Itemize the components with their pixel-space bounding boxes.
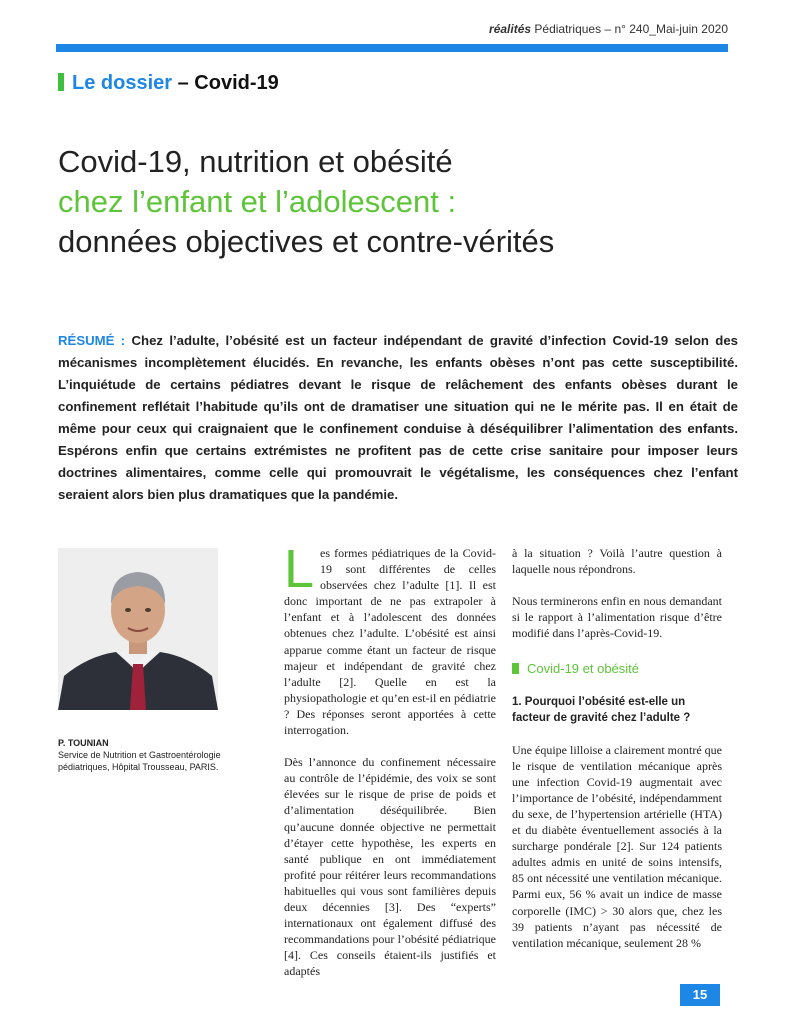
body-paragraph: Une équipe lilloise a clairement montré que le risque de ventilation mécanique après une infection Covid-19 augmentait avec l’importance de l’obésité, indépendamment du sexe, de l’hypertension artérielle (HTA) et du diabète éventuellement associés à la surcharge pondérale [2]. Sur 124 patients adultes admis en unité de soins intensifs, 85 ont nécessité une ventilation mécanique. Parmi eux, 56 % avait un indice de masse corporelle (IMC) > 30 alors que, chez les 39 patients n’ayant pas nécessité de ventilation mécanique, seulement 28 %	[512, 742, 722, 950]
author-affiliation: Service de Nutrition et Gastroentérologie pédiatriques, Hôpital Trousseau, PARIS.	[58, 750, 221, 772]
body-paragraph: Nous terminerons enfin en nous demandant si le rapport à l’alimentation risque d’être modifié dans l’après-Covid-19.	[512, 594, 722, 641]
section-title: Covid-19 et obésité	[527, 661, 640, 677]
paragraph-text: es formes pédiatriques de la Covid-19 sont différentes de celles observées chez l’adulte [1]. Il est donc important de ne pas extrapoler à l’enfant et à l’adolescent des données obtenues chez l’adulte. L’obésité est ainsi apparue comme étant un facteur de risque majeur et indépendant de gravité chez l’adulte [2]. Quelle en est la physiopathologie et qu’en est-il en pédiatrie ? Des réponses seront apportées à cette interrogation.	[284, 546, 496, 738]
title-line-3: données objectives et contre-vérités	[58, 224, 555, 259]
section-marker	[512, 663, 519, 674]
body-column-1	[284, 539, 496, 995]
abstract-text: Chez l’adulte, l’obésité est un facteur indépendant de gravité d’infection Covid-19 selon des mécanismes incomplètement élucidés. En revanche, les enfants obèses n’ont pas cette susceptibilité. L’inquiétude de certains pédiatres devant le risque de relâchement des enfants obèses durant le confinement reflétait l’habitude qu’ils ont de dramatiser une situation qui ne le mérite pas. Il en était de même pour ceux qui craignaient que le confinement conduise à déséquilibrer l’alimentation des enfants. Espérons enfin que certains extrémistes ne profitent pas de cette crise sanitaire pour imposer leurs doctrines alimentaires, comme celle qui promouvrait le végétalisme, les conséquences chez l’enfant seraient alors bien plus dramatiques que la pandémie.	[58, 333, 738, 502]
author-name: P. TOUNIAN	[58, 738, 109, 748]
body-paragraph: à la situation ? Voilà l’autre question à laquelle nous répondrons.	[512, 546, 722, 577]
title-line-2: chez l’enfant et l’adolescent :	[58, 184, 457, 219]
journal-name: réalités	[489, 22, 532, 36]
section-heading	[512, 661, 722, 677]
abstract	[58, 330, 738, 506]
abstract-label: RÉSUMÉ :	[58, 333, 126, 348]
drop-cap: L	[284, 539, 315, 599]
article-title	[58, 142, 738, 262]
title-line-1: Covid-19, nutrition et obésité	[58, 144, 453, 179]
dossier-heading	[58, 72, 279, 95]
issue-info: Pédiatriques – n° 240_Mai-juin 2020	[531, 22, 728, 36]
dossier-topic: Covid-19	[194, 72, 279, 94]
dossier-separator: –	[172, 72, 195, 94]
dossier-marker	[58, 73, 64, 91]
subsection-heading: 1. Pourquoi l’obésité est-elle un facteur de gravité chez l’adulte ?	[512, 695, 691, 724]
running-header	[489, 22, 728, 36]
body-paragraph: Dès l’annonce du confinement nécessaire au contrôle de l’épidémie, des voix se sont élevées sur le risque de prise de poids et d’alimentation déséquilibrée. Bien qu’aucune donnée objective ne permettait d’étayer cette hypothèse, les experts en santé publique en ont immédiatement profité pour réitérer leurs recommandations habituelles qui vous sont familières depuis deux décennies [3]. Des “experts” internationaux ont également diffusé des recommandations pour l’obésité pédiatrique [4]. Ces conseils étaient-ils justifiés et adaptés	[284, 755, 496, 979]
author-photo	[58, 548, 218, 710]
author-block	[58, 737, 258, 773]
body-paragraph	[284, 539, 496, 738]
header-rule	[56, 44, 728, 52]
dossier-label: Le dossier	[72, 72, 173, 94]
body-column-2	[512, 545, 722, 967]
page-number: 15	[680, 984, 720, 1006]
author-portrait-image	[58, 548, 218, 710]
